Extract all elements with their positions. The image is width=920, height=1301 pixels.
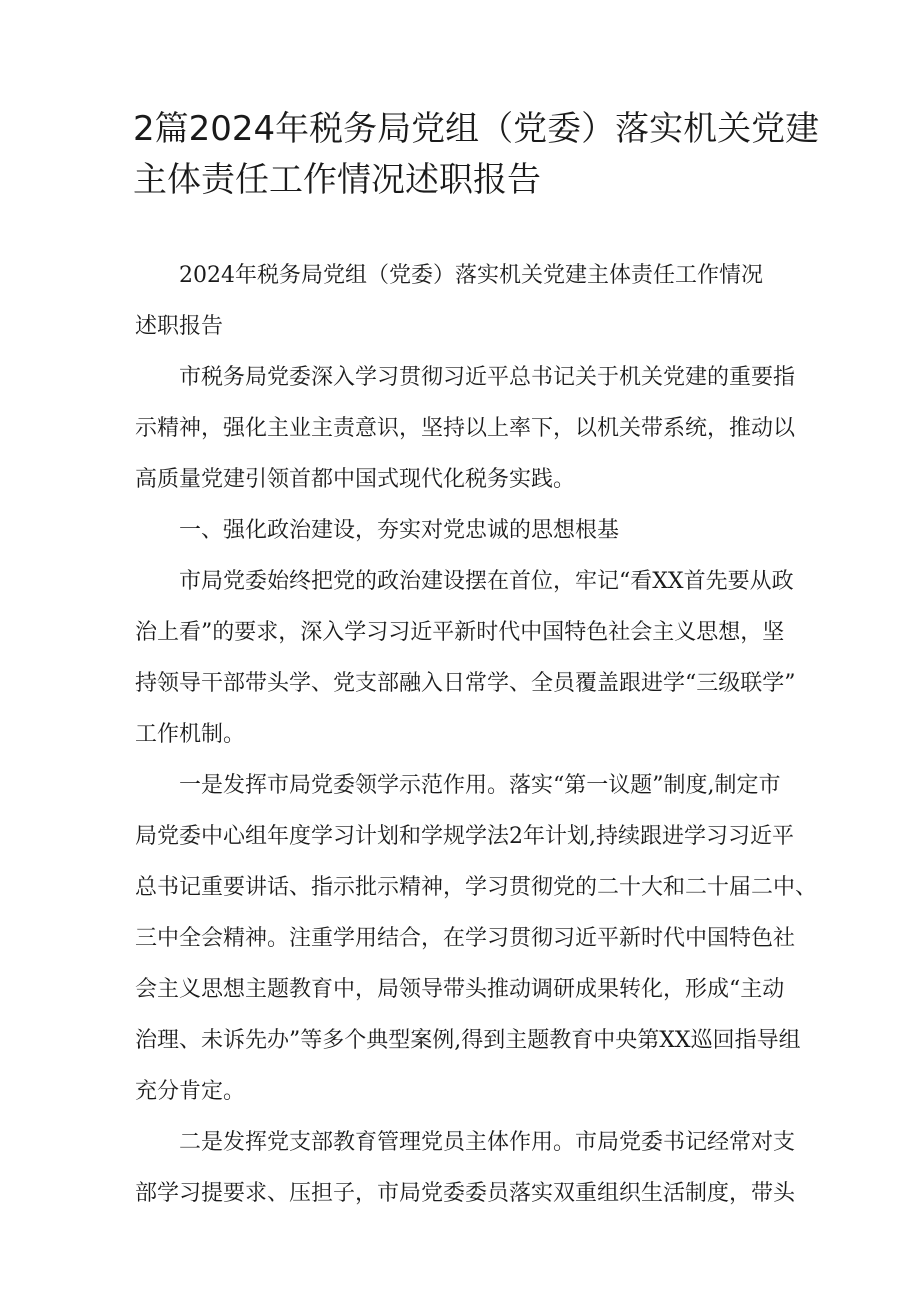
paragraph-line: 治理、未诉先办”等多个典型案例,得到主题教育中央第XX巡回指导组 <box>135 1028 801 1053</box>
paragraph-line: 示精神，强化主业主责意识，坚持以上率下，以机关带系统，推动以 <box>135 416 796 441</box>
title-line-1: 2篇2024年税务局党组（党委）落实机关党建 <box>133 109 820 149</box>
paragraph <box>135 1117 795 1219</box>
document-body <box>135 250 818 1219</box>
paragraph <box>135 250 795 352</box>
paragraph-line: 总书记重要讲话、指示批示精神，学习贯彻党的二十大和二十届二中、 <box>135 875 818 900</box>
paragraph-line: 部学习提要求、压担子，市局党委委员落实双重组织生活制度，带头 <box>135 1181 796 1206</box>
paragraph-line: 2024年税务局党组（党委）落实机关党建主体责任工作情况 <box>179 263 763 288</box>
paragraph-line: 会主义思想主题教育中，局领导带头推动调研成果转化，形成“主动 <box>135 977 785 1002</box>
paragraph-line: 治上看”的要求，深入学习习近平新时代中国特色社会主义思想，坚 <box>135 620 785 645</box>
title-line-2: 主体责任工作情况述职报告 <box>133 160 541 200</box>
paragraph-line: 局党委中心组年度学习计划和学规学法2年计划,持续跟进学习习近平 <box>135 824 794 849</box>
paragraph <box>135 505 795 556</box>
paragraph-line: 市税务局党委深入学习贯彻习近平总书记关于机关党建的重要指 <box>179 365 796 390</box>
paragraph <box>135 760 818 1117</box>
paragraph-line: 充分肯定。 <box>135 1079 246 1104</box>
paragraph <box>135 556 795 760</box>
document-title <box>133 104 820 206</box>
paragraph-line: 述职报告 <box>135 314 224 339</box>
paragraph-line: 二是发挥党支部教育管理党员主体作用。市局党委书记经常对支 <box>179 1130 796 1155</box>
paragraph-line: 一是发挥市局党委领学示范作用。落实“第一议题”制度,制定市 <box>179 773 781 798</box>
paragraph-line: 工作机制。 <box>135 722 246 747</box>
paragraph-line: 持领导干部带头学、党支部融入日常学、全员覆盖跟进学“三级联学” <box>135 671 796 696</box>
paragraph-line: 三中全会精神。注重学用结合，在学习贯彻习近平新时代中国特色社 <box>135 926 796 951</box>
paragraph-line: 高质量党建引领首都中国式现代化税务实践。 <box>135 467 576 492</box>
paragraph-line: 一、强化政治建设，夯实对党忠诚的思想根基 <box>179 518 620 543</box>
paragraph-line: 市局党委始终把党的政治建设摆在首位，牢记“看XX首先要从政 <box>179 569 794 594</box>
paragraph <box>135 352 795 505</box>
